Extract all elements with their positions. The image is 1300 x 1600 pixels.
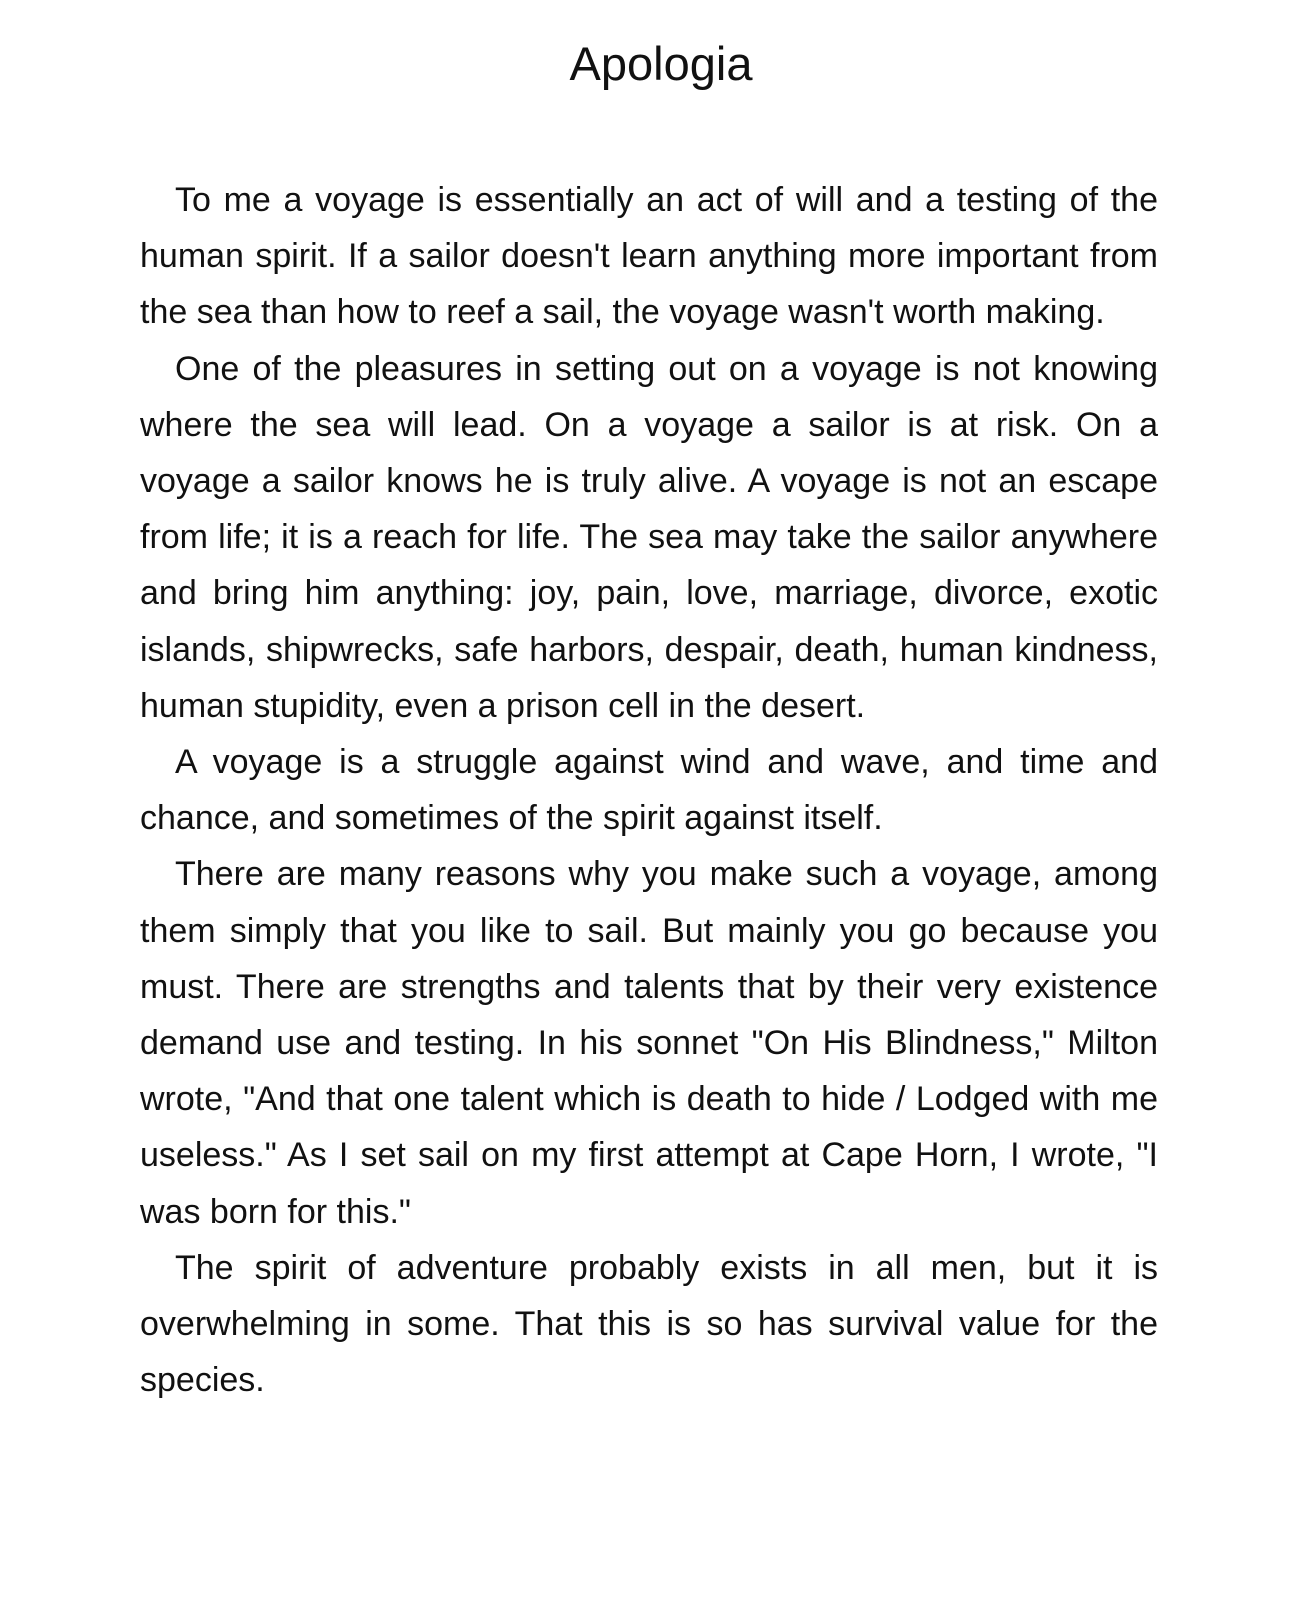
paragraph: To me a voyage is essentially an act of will and a testing of the human spirit. If a sailor doesn't learn anything more important from the sea than how to reef a sail, the voyage wasn't worth making. <box>140 181 1158 332</box>
paragraph: There are many reasons why you make such a voyage, among them simply that you like to sail. But mainly you go because you must. There are strengths and talents that by their very existence demand use and testing. In his sonnet "On His Blindness," Milton wrote, "And that one talent which is death to hide / Lodged with me useless." As I set sail on my first attempt at Cape Horn, I wrote, "I was born for this." <box>140 855 1158 1231</box>
paragraph: The spirit of adventure probably exists in all men, but it is overwhelming in some. That this is so has survival value for the species. <box>140 1248 1158 1400</box>
chapter-title: Apologia <box>569 37 753 90</box>
chapter-body <box>140 172 1158 1408</box>
paragraph: A voyage is a struggle against wind and wave, and time and chance, and sometimes of the spirit against itself. <box>140 743 1158 838</box>
paragraph: One of the pleasures in setting out on a voyage is not knowing where the sea will lead. On a voyage a sailor is at risk. On a voyage a sailor knows he is truly alive. A voyage is not an escape from life; it is a reach for life. The sea may take the sailor anywhere and bring him anything: joy, pain, love, marriage, divorce, exotic islands, shipwrecks, safe harbors, despair, death, human kindness, human stupidity, even a prison cell in the desert. <box>140 349 1158 725</box>
